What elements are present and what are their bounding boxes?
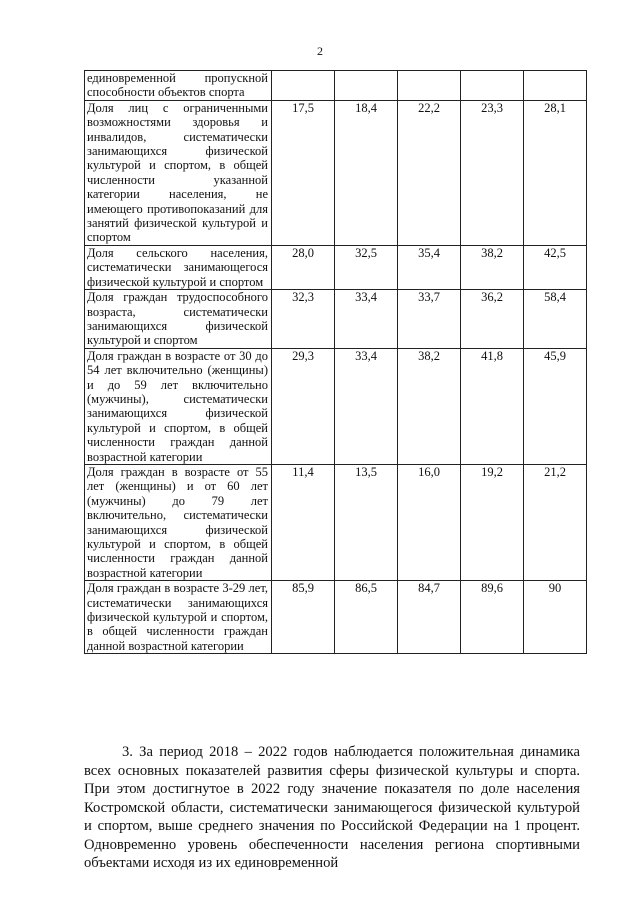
indicator-value: 33,7 xyxy=(398,290,461,349)
indicator-value: 11,4 xyxy=(272,464,335,580)
indicator-label: Доля лиц с ограниченными возможностями здоровья и инвалидов, систематически занимающихся физической культурой и спортом, в общей численности указанной категории населения, не имеющего противопоказаний для занятий физической культурой и спортом xyxy=(85,100,272,245)
indicator-value: 38,2 xyxy=(398,348,461,464)
indicator-value: 28,0 xyxy=(272,245,335,289)
indicator-value: 41,8 xyxy=(461,348,524,464)
indicator-value: 58,4 xyxy=(524,290,587,349)
indicator-value: 32,5 xyxy=(335,245,398,289)
indicator-value: 45,9 xyxy=(524,348,587,464)
indicator-value: 22,2 xyxy=(398,100,461,245)
indicator-value: 13,5 xyxy=(335,464,398,580)
indicator-value xyxy=(524,71,587,101)
indicator-value: 85,9 xyxy=(272,581,335,654)
indicator-value: 16,0 xyxy=(398,464,461,580)
body-paragraph: 3. За период 2018 – 2022 годов наблюдается положительная динамика всех основных показателей развития сферы физической культуры и спорта. При этом достигнутое в 2022 году значение показателя по доле населения Костромской области, систематически занимающегося физической культурой и спортом, выше среднего значения по Российской Федерации на 1 процент. Одновременно уровень обеспеченности населения региона спортивными объектами исходя из их единовременной xyxy=(84,744,580,871)
table-row xyxy=(85,581,587,654)
indicator-value: 29,3 xyxy=(272,348,335,464)
indicator-label: Доля граждан трудоспособного возраста, систематически занимающихся физической культурой и спортом xyxy=(85,290,272,349)
indicator-value xyxy=(461,71,524,101)
indicator-value: 38,2 xyxy=(461,245,524,289)
indicator-value: 21,2 xyxy=(524,464,587,580)
indicator-value: 36,2 xyxy=(461,290,524,349)
indicator-label: Доля граждан в возрасте от 55 лет (женщины) и от 60 лет (мужчины) до 79 лет включительно, систематически занимающихся физической культурой и спортом, в общей численности граждан данной возрастной категории xyxy=(85,464,272,580)
indicators-table xyxy=(84,70,587,654)
indicator-value xyxy=(272,71,335,101)
indicator-value: 42,5 xyxy=(524,245,587,289)
indicator-label: Доля граждан в возрасте 3-29 лет, систематически занимающихся физической культурой и спортом, в общей численности граждан данной возрастной категории xyxy=(85,581,272,654)
indicator-value: 84,7 xyxy=(398,581,461,654)
table-row xyxy=(85,348,587,464)
table-row xyxy=(85,100,587,245)
indicator-value xyxy=(398,71,461,101)
indicator-value: 28,1 xyxy=(524,100,587,245)
table-row xyxy=(85,464,587,580)
indicator-value: 90 xyxy=(524,581,587,654)
indicator-value: 23,3 xyxy=(461,100,524,245)
indicator-label: Доля сельского населения, систематически занимающегося физической культурой и спортом xyxy=(85,245,272,289)
indicator-value: 33,4 xyxy=(335,290,398,349)
indicator-value: 86,5 xyxy=(335,581,398,654)
table-row xyxy=(85,290,587,349)
indicator-value: 19,2 xyxy=(461,464,524,580)
indicator-value: 18,4 xyxy=(335,100,398,245)
indicator-label: Доля граждан в возрасте от 30 до 54 лет включительно (женщины) и до 59 лет включительно (мужчины), систематически занимающихся физической культурой и спортом, в общей численности граждан данной возрастной категории xyxy=(85,348,272,464)
indicator-value: 35,4 xyxy=(398,245,461,289)
indicator-value: 32,3 xyxy=(272,290,335,349)
table-row xyxy=(85,245,587,289)
indicator-value xyxy=(335,71,398,101)
page-number: 2 xyxy=(317,44,323,58)
table-row xyxy=(85,71,587,101)
indicator-value: 17,5 xyxy=(272,100,335,245)
indicator-label: единовременной пропускной способности объектов спорта xyxy=(85,71,272,101)
indicator-value: 89,6 xyxy=(461,581,524,654)
indicator-value: 33,4 xyxy=(335,348,398,464)
